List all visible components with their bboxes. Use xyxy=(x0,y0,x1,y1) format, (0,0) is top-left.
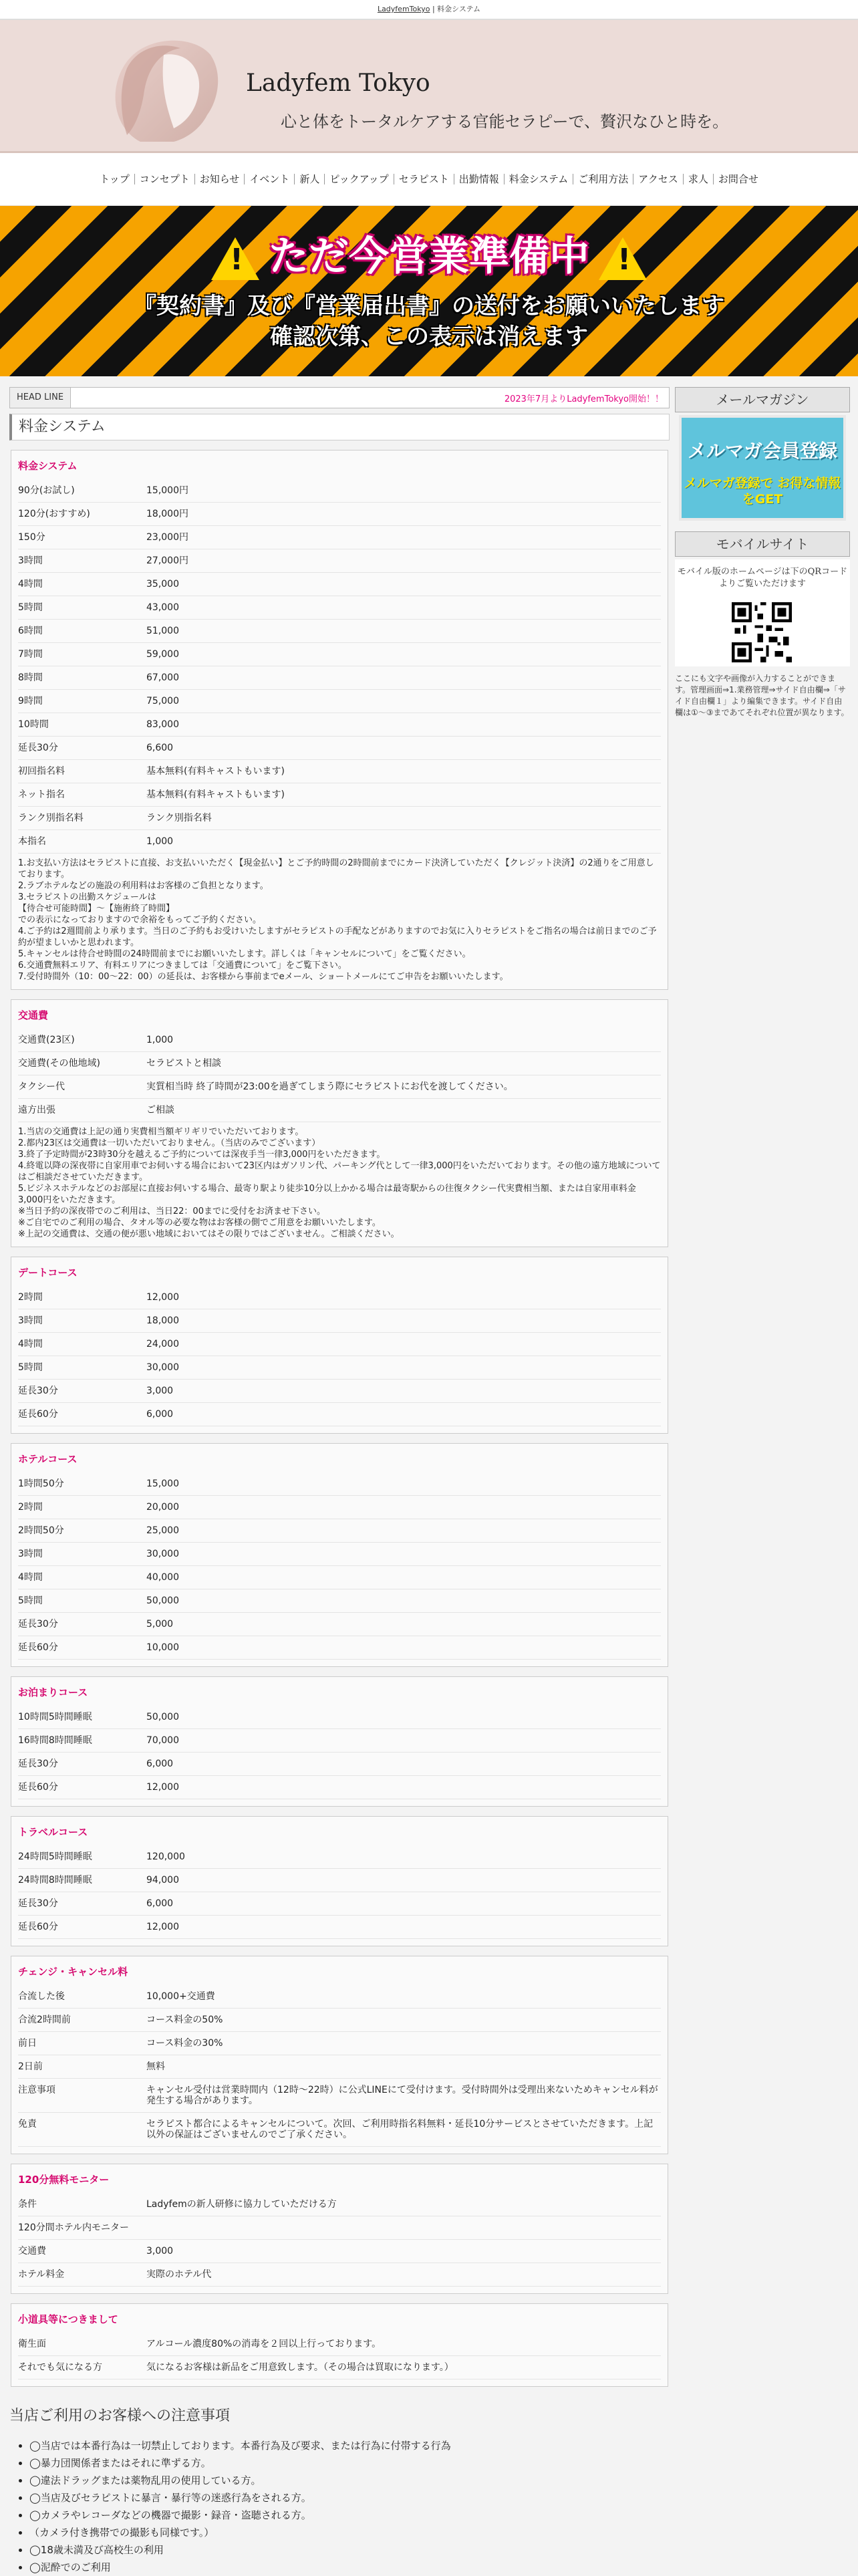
warning-triangle-icon: ! xyxy=(599,237,647,280)
price-row-label: 3時間 xyxy=(18,1315,43,1326)
price-row xyxy=(18,1333,661,1356)
price-row-value: 30,000 xyxy=(146,1362,179,1373)
price-row-value: 6,000 xyxy=(146,1759,174,1769)
nav-item-price[interactable]: 料金システム xyxy=(505,174,574,184)
breadcrumb xyxy=(0,0,858,20)
notice-item: • ◯当店では本番行為は一切禁止しております。本番行為及び要求、または行為に付帯する行為 xyxy=(29,2437,670,2454)
price-row xyxy=(18,2032,661,2055)
headline-text[interactable]: 2023年7月よりLadyfemTokyo開始！！ xyxy=(504,394,664,404)
price-row-value: 6,600 xyxy=(146,743,174,753)
price-row-label: 4時間 xyxy=(18,1339,43,1349)
price-row-label: 3時間 xyxy=(18,1549,43,1559)
price-row-value: 無料 xyxy=(146,2061,165,2072)
price-row xyxy=(18,573,661,596)
section-notes: 1.お支払い方法はセラピストに直接、お支払いいただく【現金払い】とご予約時間の2時間前までにカード決済していただく【クレジット決済】の2通りをご用意しております。 2.ラブホテルなどの施設の利用料はお客様のご負担となります。 3.セラピストの出勤スケジュールは 【待合せ可能時間】〜【施術終了時間】 での表示になっておりますので余裕をもってご予約ください。 4.ご予約は2週間前より承ります。当日のご予約もお受けいたしますがセラピストの手配などがありますのでお気に入りセラピストをご指名の場合は前日までのご予約が望ましいかと思われます。 5.キャンセルは待合せ時間の24時間前までにお願いいたします。詳しくは「キャンセルについて」をご覧ください。 6.交通費無料エリア、有料エリアにつきましては「交通費について」をご覧下さい。 7.受付時間外（10：00〜22：00）の延長は、お客様から事前までeメール、ショートメールにてご申告をお願いいたします。 xyxy=(18,858,657,982)
price-row xyxy=(18,1892,661,1916)
banner-line2-text: 『契約書』及び『営業届出書』の送付をお願いいたします xyxy=(134,293,724,319)
price-row xyxy=(18,479,661,503)
price-row-label: 前日 xyxy=(18,2038,37,2049)
headline-label: HEAD LINE xyxy=(10,388,71,408)
price-row-label: それでも気になる方 xyxy=(18,2362,102,2373)
price-row xyxy=(18,1356,661,1380)
nav-item-contact[interactable]: お問合せ xyxy=(718,173,758,185)
banner-headline xyxy=(0,225,858,282)
price-row-value: 83,000 xyxy=(146,719,179,730)
price-row-value: 75,000 xyxy=(146,696,179,706)
price-row-label: ネット指名 xyxy=(18,789,65,800)
price-row-value: 12,000 xyxy=(146,1292,179,1303)
section-heading: 料金システム xyxy=(18,460,78,472)
price-row-label: 2時間50分 xyxy=(18,1525,64,1536)
price-section xyxy=(11,2303,668,2387)
price-row xyxy=(18,1753,661,1776)
mailmag-heading: メールマガジン xyxy=(675,387,850,412)
price-row-label: 6時間 xyxy=(18,626,43,636)
notice-list xyxy=(9,2437,670,2576)
section-heading: デートコース xyxy=(18,1267,78,1279)
price-sections xyxy=(9,450,670,2387)
price-row xyxy=(18,1380,661,1403)
price-row-value: 1,000 xyxy=(146,1035,174,1045)
section-heading: トラベルコース xyxy=(18,1826,88,1838)
price-row-label: 延長60分 xyxy=(18,1409,58,1420)
sidebar xyxy=(675,387,850,719)
price-row-label: 注意事項 xyxy=(18,2085,55,2095)
price-row-label: 10時間 xyxy=(18,719,49,730)
price-row-label: 交通費(23区) xyxy=(18,1035,75,1045)
price-section xyxy=(11,1257,668,1434)
price-row-label: タクシー代 xyxy=(18,1081,65,1092)
price-row xyxy=(18,2263,661,2287)
price-row xyxy=(18,1286,661,1309)
price-row-label: 延長30分 xyxy=(18,1386,58,1396)
price-row-value: 67,000 xyxy=(146,672,179,683)
price-row-value: 12,000 xyxy=(146,1922,179,1932)
price-row-label: 2時間 xyxy=(18,1292,43,1303)
price-row-label: 遠方出張 xyxy=(18,1105,55,1116)
price-row-value: Ladyfemの新人研修に協力していただける方 xyxy=(146,2199,337,2210)
price-row xyxy=(18,643,661,666)
banner-line1-text: ただ今営業準備中 xyxy=(269,233,589,280)
price-row xyxy=(18,737,661,760)
price-row-label: 4時間 xyxy=(18,1572,43,1583)
price-row-value: 18,000円 xyxy=(146,509,188,519)
price-row-label: 7時間 xyxy=(18,649,43,660)
price-row xyxy=(18,1776,661,1799)
price-row-value: 25,000 xyxy=(146,1525,179,1536)
price-row-value: セラピスト都合によるキャンセルについて。次回、ご利用時指名料無料・延長10分サービスとさせていただきます。上記以外の保証はございませんのでご了承ください。 xyxy=(146,2119,654,2140)
breadcrumb-current: 料金システム xyxy=(437,5,481,13)
price-row-value: 20,000 xyxy=(146,1502,179,1513)
price-row-label: 16時間8時間睡眠 xyxy=(18,1735,92,1746)
mobile-site-box xyxy=(675,559,850,666)
section-heading: お泊まりコース xyxy=(18,1686,88,1698)
price-row-value: 43,000 xyxy=(146,602,179,613)
price-row xyxy=(18,2009,661,2032)
price-row-value: 気になるお客様は新品をご用意致します。（その場合は買取になります。） xyxy=(146,2362,454,2373)
section-notes: 1.当店の交通費は上記の通り実費相当額ギリギリでいただいております。 2.都内23区は交通費は一切いただいておりません。（当店のみでございます） 3.終了予定時間が23時30分を越えるご予約については深夜手当一律3,000円をいただきます。 4.終電以降の深夜帯に自家用車でお伺いする場合において23区内はガソリン代、パーキング代として一律3,000円をいただいております。その他の遠方地域についてはご相談ださせていただきます。 5.ビジネスホテルなどのお部屋に直接お伺いする場合、最寄り駅より徒歩10分以上かかる場合は最寄駅からの往復タクシー代実費相当額、または自家用車料金3,000円をいただきます。 ※当日予約の深夜帯でのご利用は、当日22：00までに受付をお済ませ下さい。 ※ご自宅でのご利用の場合、タオル等の必要な物はお客様の側でご用意をお願いいたします。 ※上記の交通費は、交通の便が悪い地域においてはその限りではございません。ご相談ください。 xyxy=(18,1127,661,1239)
price-row-label: 条件 xyxy=(18,2199,37,2210)
price-row-label: 交通費 xyxy=(18,2246,46,2257)
price-row-value: セラピストと相談 xyxy=(146,1058,221,1069)
nav-item-howto[interactable]: ご利用方法 xyxy=(573,174,633,184)
price-row xyxy=(18,1589,661,1613)
price-row-value: 18,000 xyxy=(146,1315,179,1326)
price-row-value: 50,000 xyxy=(146,1712,179,1722)
price-row xyxy=(18,807,661,830)
price-section xyxy=(11,450,668,990)
price-row-value: 15,000 xyxy=(146,1478,179,1489)
price-row xyxy=(18,1566,661,1589)
price-row-label: 24時間8時間睡眠 xyxy=(18,1875,92,1886)
price-section xyxy=(11,1956,668,2154)
price-row xyxy=(18,760,661,783)
nav-item-news[interactable]: お知らせ xyxy=(195,174,245,184)
price-row-value: 6,000 xyxy=(146,1409,174,1420)
price-row xyxy=(18,830,661,854)
price-row-label: 延長30分 xyxy=(18,1759,58,1769)
main-column xyxy=(9,387,670,2576)
price-row xyxy=(18,2356,661,2379)
price-row xyxy=(18,1543,661,1566)
price-row-label: 合流2時間前 xyxy=(18,2015,71,2025)
headline-ticker xyxy=(9,387,670,408)
price-row xyxy=(18,666,661,690)
price-row xyxy=(18,620,661,643)
notice-item: • ◯違法ドラッグまたは薬物乱用の使用している方。 xyxy=(29,2472,670,2489)
price-row-value: アルコール濃度80%の消毒を２回以上行っております。 xyxy=(146,2339,382,2349)
price-row xyxy=(18,1075,661,1099)
price-row-value: 10,000+交通費 xyxy=(146,1991,215,2002)
price-row-value: ランク別指名料 xyxy=(146,813,212,823)
price-row xyxy=(18,1029,661,1052)
price-row-label: 24時間5時間睡眠 xyxy=(18,1851,92,1862)
price-row xyxy=(18,549,661,573)
price-row xyxy=(18,1403,661,1426)
price-row-label: ランク別指名料 xyxy=(18,813,84,823)
mobile-site-text: モバイル版のホームページは下のQRコードよりご覧いただけます xyxy=(677,567,848,589)
global-nav xyxy=(0,153,858,206)
price-row-value: キャンセル受付は営業時間内（12時〜22時）に公式LINEにて受付けます。受付時間外は受理出来ないためキャンセル料が発生する場合があります。 xyxy=(146,2085,658,2106)
price-row-value: 23,000円 xyxy=(146,532,188,543)
nav-item-concept[interactable]: コンセプト xyxy=(135,174,195,184)
price-row-value: コース料金の30% xyxy=(146,2038,223,2049)
price-row xyxy=(18,2240,661,2263)
section-heading: 小道具等につきまして xyxy=(18,2313,118,2325)
notice-item: • ◯18歳未満及び高校生の利用 xyxy=(29,2541,670,2559)
nav-item-access[interactable]: アクセス xyxy=(633,174,684,184)
price-section xyxy=(11,1816,668,1946)
price-row xyxy=(18,2055,661,2079)
section-heading: 120分無料モニター xyxy=(18,2174,110,2186)
nav-item-top[interactable]: トップ xyxy=(95,174,135,184)
price-row xyxy=(18,2193,661,2216)
price-row xyxy=(18,1472,661,1496)
price-row-value: 1,000 xyxy=(146,836,174,847)
price-row-label: 免責 xyxy=(18,2119,37,2130)
nav-item-recruit[interactable]: 求人 xyxy=(684,174,714,184)
site-tagline: 心と体をトータルケアする官能セラピーで、贅沢なひと時を。 xyxy=(281,112,729,131)
section-heading: ホテルコース xyxy=(18,1453,78,1465)
price-row-label: 延長60分 xyxy=(18,1642,58,1653)
price-row-value: 94,000 xyxy=(146,1875,179,1886)
price-row-label: 5時間 xyxy=(18,1595,43,1606)
price-row-value: 15,000円 xyxy=(146,485,188,496)
price-row-label: 合流した後 xyxy=(18,1991,65,2002)
site-title[interactable]: Ladyfem Tokyo xyxy=(246,70,430,97)
notice-item: • ◯泥酔でのご利用 xyxy=(29,2559,670,2576)
price-row-label: 衛生面 xyxy=(18,2339,46,2349)
price-row xyxy=(18,1309,661,1333)
price-row xyxy=(18,1636,661,1660)
price-row-value: 基本無料(有料キャストもいます) xyxy=(146,789,285,800)
section-heading: チェンジ・キャンセル料 xyxy=(18,1966,128,1978)
price-row-label: 1時間50分 xyxy=(18,1478,64,1489)
price-row xyxy=(18,1985,661,2009)
price-row xyxy=(18,2113,661,2147)
qr-code-icon[interactable] xyxy=(732,602,792,662)
page-title: 料金システム xyxy=(9,414,670,440)
price-row-value: ご相談 xyxy=(146,1105,174,1116)
price-row-value: 基本無料(有料キャストもいます) xyxy=(146,766,285,777)
price-row-value: 10,000 xyxy=(146,1642,179,1653)
mailmag-banner-title: メルマガ会員登録 xyxy=(687,440,837,462)
price-row-value: 40,000 xyxy=(146,1572,179,1583)
price-row-value: 70,000 xyxy=(146,1735,179,1746)
price-row-label: 延長30分 xyxy=(18,1619,58,1630)
notice-item: • ◯カメラやレコーダなどの機器で撮影・録音・盗聴される方。 xyxy=(29,2506,670,2524)
price-section xyxy=(11,2164,668,2294)
nav-item-newcomer[interactable]: 新人 xyxy=(295,174,325,184)
price-row-value: 27,000円 xyxy=(146,555,188,566)
price-row-label: 延長30分 xyxy=(18,743,58,753)
price-section xyxy=(11,1676,668,1807)
price-row-value: 50,000 xyxy=(146,1595,179,1606)
price-row-value: 24,000 xyxy=(146,1339,179,1349)
price-row-value: 3,000 xyxy=(146,1386,174,1396)
warning-triangle-icon: ! xyxy=(211,237,259,280)
price-section xyxy=(11,999,668,1247)
nav-item-pickup[interactable]: ピックアップ xyxy=(325,174,394,184)
price-row-value: 3,000 xyxy=(146,2246,174,2257)
nav-item-therapist[interactable]: セラピスト xyxy=(394,174,454,184)
price-row xyxy=(18,1613,661,1636)
nav-item-event[interactable]: イベント xyxy=(245,174,295,184)
price-row xyxy=(18,1869,661,1892)
site-header xyxy=(0,20,858,153)
price-row-value: 実際のホテル代 xyxy=(146,2269,212,2280)
price-row xyxy=(18,1099,661,1122)
price-row-label: 延長60分 xyxy=(18,1922,58,1932)
nav-item-schedule[interactable]: 出勤情報 xyxy=(454,174,505,184)
notice-item: • ◯当店及びセラピストに暴言・暴行等の迷惑行為をされる方。 xyxy=(29,2489,670,2506)
price-row xyxy=(18,1496,661,1519)
price-row-value xyxy=(146,2222,661,2233)
price-row xyxy=(18,596,661,620)
price-row-label: 初回指名料 xyxy=(18,766,65,777)
price-row-value: 12,000 xyxy=(146,1782,179,1793)
price-row-value: 実質相当時 終了時間が23:00を過ぎてしまう際にセラピストにお代を渡してください。 xyxy=(146,1081,513,1092)
price-row-label: 本指名 xyxy=(18,836,46,847)
price-row-label: 8時間 xyxy=(18,672,43,683)
logo-woman-silhouette-icon[interactable] xyxy=(100,28,234,148)
price-row-value: 30,000 xyxy=(146,1549,179,1559)
price-row-label: 90分(お試し) xyxy=(18,485,75,496)
breadcrumb-separator: | xyxy=(430,5,438,13)
price-row-label: 120分(おすすめ) xyxy=(18,509,90,519)
price-row-value: 5,000 xyxy=(146,1619,174,1630)
price-row-label: 2時間 xyxy=(18,1502,43,1513)
price-row-value: 35,000 xyxy=(146,579,179,590)
mailmag-banner-subtitle: メルマガ登録で お得な情報をGET xyxy=(684,476,841,507)
price-row xyxy=(18,690,661,713)
price-row xyxy=(18,1052,661,1075)
price-row-label: 延長60分 xyxy=(18,1782,58,1793)
price-row-label: 4時間 xyxy=(18,579,43,590)
price-row-value: コース料金の50% xyxy=(146,2015,223,2025)
price-row-value: 120,000 xyxy=(146,1851,185,1862)
price-row-label: 交通費(その他地域) xyxy=(18,1058,100,1069)
price-row-label: 150分 xyxy=(18,532,45,543)
price-row-label: ホテル料金 xyxy=(18,2269,65,2280)
price-row-label: 3時間 xyxy=(18,555,43,566)
price-row xyxy=(18,1845,661,1869)
notice-title: 当店ご利用のお客様への注意事項 xyxy=(9,2408,231,2424)
price-row xyxy=(18,1916,661,1939)
sidebar-free-text: ここにも文字や画像が入力することができます。管理画面⇒1.業務管理⇒サイド自由欄⇒「サイド自由欄１」より編集できます。サイド自由欄は①〜③まであてそれぞれ位置が異なります。 xyxy=(675,674,849,717)
price-row-value: 6,000 xyxy=(146,1898,174,1909)
section-heading: 交通費 xyxy=(18,1009,49,1021)
price-row xyxy=(18,783,661,807)
price-row-label: 10時間5時間睡眠 xyxy=(18,1712,92,1722)
price-section xyxy=(11,1443,668,1667)
price-row xyxy=(18,713,661,737)
notice-item: • （カメラ付き携帯での撮影も同様です。） xyxy=(29,2524,670,2541)
price-row-label: 5時間 xyxy=(18,1362,43,1373)
notice-item: • ◯暴力団関係者またはそれに準ずる方。 xyxy=(29,2454,670,2472)
price-row xyxy=(18,526,661,549)
price-row xyxy=(18,1706,661,1729)
price-row-value: 59,000 xyxy=(146,649,179,660)
price-row-label: 2日前 xyxy=(18,2061,43,2072)
price-row-label: 120分間ホテル内モニター xyxy=(18,2222,130,2233)
banner-line3-text: 確認次第、この表示は消えます xyxy=(270,324,588,350)
price-row xyxy=(18,2216,661,2240)
price-row xyxy=(18,2079,661,2113)
price-row xyxy=(18,2333,661,2356)
price-row-value: 51,000 xyxy=(146,626,179,636)
price-row-label: 5時間 xyxy=(18,602,43,613)
price-row xyxy=(18,503,661,526)
price-row-label: 延長30分 xyxy=(18,1898,58,1909)
price-row xyxy=(18,1519,661,1543)
mailmag-signup-banner[interactable] xyxy=(679,415,846,521)
breadcrumb-home-link[interactable]: LadyfemTokyo xyxy=(377,5,430,13)
price-row xyxy=(18,1729,661,1753)
price-row-label: 9時間 xyxy=(18,696,43,706)
preparation-warning-banner xyxy=(0,206,858,376)
mobile-site-heading: モバイルサイト xyxy=(675,531,850,557)
